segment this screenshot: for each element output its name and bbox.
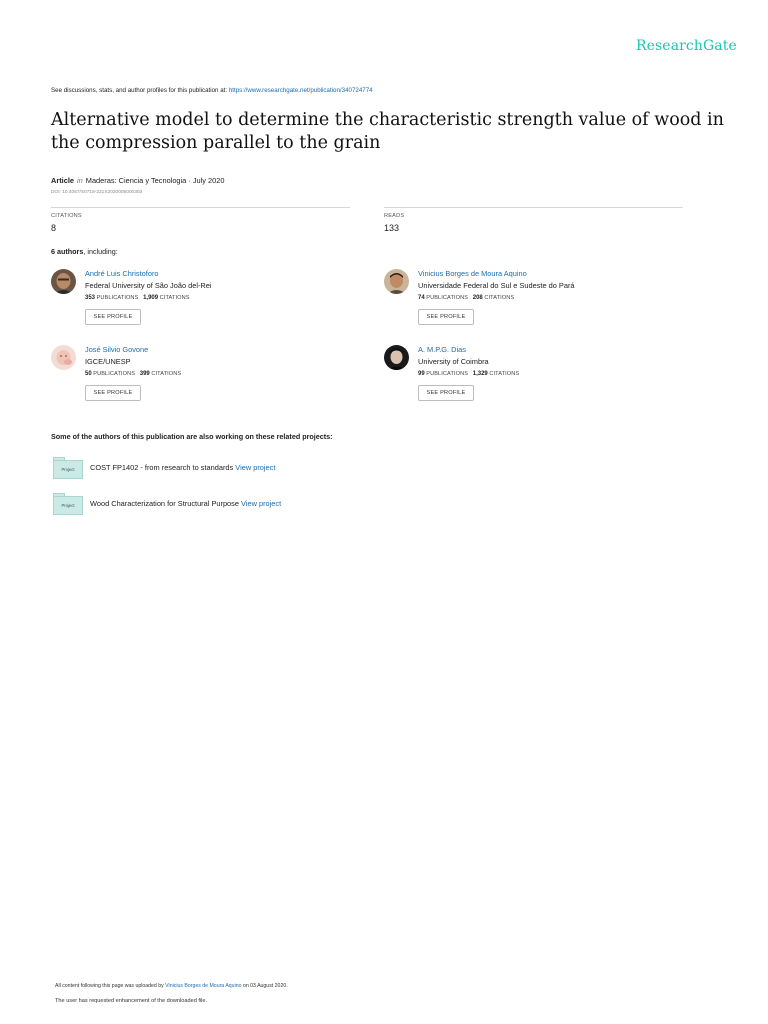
project-name: COST FP1402 - from research to standards [90, 463, 234, 472]
avatar[interactable] [384, 345, 409, 370]
project-item [53, 457, 553, 481]
avatar[interactable] [51, 269, 76, 294]
citations-count: 399 [139, 371, 150, 377]
discussion-line [51, 87, 373, 94]
project-icon-label: Project [61, 503, 75, 508]
project-icon-label: Project [61, 467, 75, 472]
citations-label: CITATIONS [51, 213, 82, 219]
citations-label: CITATIONS [484, 295, 515, 301]
project-text [90, 463, 275, 472]
in-label: in [77, 176, 83, 185]
see-profile-button[interactable]: SEE PROFILE [418, 309, 474, 325]
upload-note [55, 983, 288, 989]
publications-label: PUBLICATIONS [426, 295, 469, 301]
uploader-link[interactable]: Vinicius Borges de Moura Aquino [165, 983, 242, 989]
project-folder-icon [53, 493, 83, 515]
authors-heading [51, 247, 118, 256]
enhancement-note: The user has requested enhancement of the downloaded file. [55, 998, 208, 1004]
author-stats [85, 371, 181, 377]
citations-count: 1,909 [143, 295, 159, 301]
see-profile-button[interactable]: SEE PROFILE [85, 309, 141, 325]
citations-label: CITATIONS [489, 371, 520, 377]
venue-date: Maderas: Ciencia y Tecnologia · July 2020 [85, 176, 225, 185]
see-profile-button[interactable]: SEE PROFILE [418, 385, 474, 401]
upload-suffix: on 03 August 2020. [241, 983, 288, 989]
upload-prefix: All content following this page was uploaded by [55, 983, 166, 989]
author-stats [85, 295, 190, 301]
author-name-link[interactable]: José Silvio Govone [85, 345, 149, 354]
citations-label: CITATIONS [151, 371, 182, 377]
citations-label: CITATIONS [159, 295, 190, 301]
publication-meta [51, 176, 225, 185]
discussion-prefix: See discussions, stats, and author profiles for this publication at: [51, 87, 229, 94]
publications-count: 50 [85, 371, 92, 377]
citations-count: 208 [472, 295, 483, 301]
project-name: Wood Characterization for Structural Purpose [90, 499, 239, 508]
citations-divider [51, 207, 350, 208]
researchgate-logo[interactable]: ResearchGate [636, 38, 737, 54]
publications-label: PUBLICATIONS [426, 371, 469, 377]
reads-value: 133 [384, 223, 400, 233]
view-project-link[interactable]: View project [235, 463, 276, 472]
author-name-link[interactable]: Vinicius Borges de Moura Aquino [418, 269, 527, 278]
publications-label: PUBLICATIONS [93, 371, 136, 377]
author-name-link[interactable]: A. M.P.G. Dias [418, 345, 466, 354]
author-card-aquino [384, 269, 684, 339]
author-name-link[interactable]: André Luis Christoforo [85, 269, 159, 278]
avatar[interactable] [384, 269, 409, 294]
publication-url-link[interactable]: https://www.researchgate.net/publication/340724774 [228, 87, 373, 94]
author-card-govone [51, 345, 351, 415]
doi: DOI: 10.4067/S0718-221X2020005000303 [51, 190, 143, 195]
author-card-christoforo [51, 269, 351, 339]
view-project-link[interactable]: View project [241, 499, 282, 508]
project-item [53, 493, 553, 517]
publications-label: PUBLICATIONS [96, 295, 139, 301]
reads-label: READS [384, 213, 405, 219]
author-institution: University of Coimbra [418, 357, 489, 366]
authors-count: 6 authors [51, 247, 84, 256]
author-institution: IGCE/UNESP [85, 357, 131, 366]
author-stats [418, 295, 514, 301]
author-institution: Federal University of São João del-Rei [85, 281, 212, 290]
authors-suffix: , including: [83, 247, 118, 256]
project-text [90, 499, 281, 508]
avatar[interactable] [51, 345, 76, 370]
publications-count: 353 [85, 295, 96, 301]
publication-title: Alternative model to determine the characteristic strength value of wood in the compression parallel to the grain [51, 110, 724, 153]
citations-value: 8 [51, 223, 57, 233]
related-projects-heading: Some of the authors of this publication are also working on these related projects: [51, 432, 333, 441]
publication-type: Article [51, 176, 75, 185]
see-profile-button[interactable]: SEE PROFILE [85, 385, 141, 401]
project-folder-icon [53, 457, 83, 479]
author-institution: Universidade Federal do Sul e Sudeste do Pará [418, 281, 575, 290]
publications-count: 74 [418, 295, 425, 301]
author-card-dias [384, 345, 684, 415]
author-stats [418, 371, 519, 377]
citations-count: 1,329 [472, 371, 488, 377]
publications-count: 99 [418, 371, 425, 377]
reads-divider [384, 207, 683, 208]
